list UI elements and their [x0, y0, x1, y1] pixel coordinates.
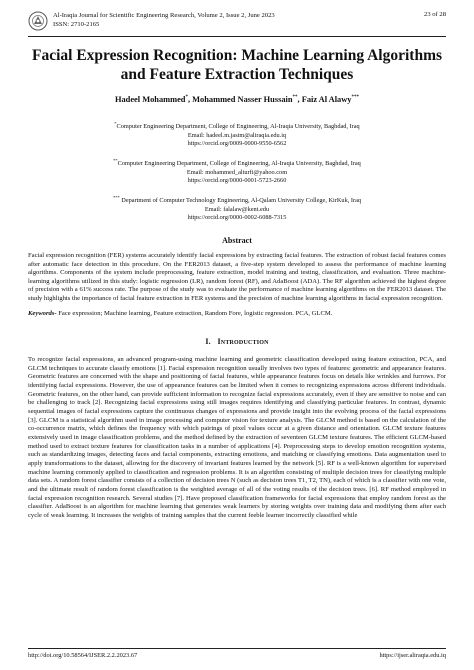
author-mark: ***	[351, 95, 359, 101]
doi-link[interactable]: http://doi.org/10.58564/IJSER.2.2.2023.67	[28, 652, 138, 659]
journal-logo-icon	[28, 10, 48, 32]
author-mark: *	[185, 95, 188, 101]
affiliation-dept: Department of Computer Technology Engineering, Al-Qalam University College, KirKuk, Iraq	[119, 197, 362, 205]
keywords-text: Face expression; Machine learning, Feature extraction, Random Fore, logistic regression. PCA, GLCM.	[56, 310, 333, 317]
page-number: 23 of 28	[424, 11, 446, 18]
author-list	[28, 95, 446, 104]
affiliation-orcid: https://orcid.org/0000-0001-5723-2660	[187, 177, 287, 185]
author-name: Faiz Al Alawy	[301, 95, 352, 104]
affiliation-mark: ***	[112, 195, 120, 200]
affiliation-mark: *	[114, 121, 117, 126]
affiliation-dept: Computer Engineering Department, College of Engineering, Al-Iraqia University, Baghdad, Iraq	[117, 160, 361, 168]
affiliation-mark: **	[113, 158, 118, 163]
affiliation-email: Email: mohammed_alturfi@yahoo.com	[186, 168, 288, 176]
abstract-heading: Abstract	[222, 236, 252, 245]
affiliation-orcid: https://orcid.org/0009-0000-9550-6562	[187, 140, 287, 148]
journal-name: Al-Iraqia Journal for Scientific Engineering Research, Volume 2, Issue 2, June 2023	[53, 12, 275, 19]
section-number: I.	[205, 337, 211, 346]
affiliation-orcid: https://orcid.org/0000-0002-6088-7315	[187, 214, 287, 222]
section-title: Introduction	[217, 337, 269, 346]
affiliation	[28, 194, 446, 223]
introduction-text: To recognize facial expressions, an advanced program-using machine learning and geometric classification developed using feature extraction, PCA, and GLCM techniques to accurate classify emotions [1]. Facial expression recognition usually involves two types of features: geometric and appearance features. Geometric features are concerned with the shape and positioning of facial features, while appearance features focus on details like wrinkles and furrows. For identifying facial expressions. However, the use of appearance features can be limited when it comes to recognizing expressions across different individuals. Geometric features, on the other hand, can provide sufficient information to recognize facial expressions accurately, even if they are sensitive to noise and can be challenging to track [2]. Recognizing facial expressions using still images requires identifying and classifying particular features. In contrast, dynamic sequential images of facial expressions capture the continuous changes of expressions and provide insight into the evolving process of the facial expressions [3]. GLCM is a statistical algorithm used in image processing and computer vision for texture analysis. The GLCM method is based on the calculation of the co-occurrence matrix, which defines the frequency with which pairings of pixel values occur at a given distance and orientation. GLCM texture features extensively used in image classification problems, and the method defined by the extraction of seventeen GLCM texture features. The efficient GLCM-based method used to extract texture features for classification tasks in a number of applications [4]. Preprocessing steps to develop emotion recognition systems, such as standardizing images, detecting faces and facial components, extracting emotions, and matching or classifying emotions. Data augmentation used to apply transformations to the dataset, allowing for the discovery of invariant features learned by the network [5]. RF is a well-known algorithm for supervised machine learning commonly applied to classification and regression problems. It is an algorithm consisting of multiple decision trees for classifying multiple data sets. A random forest classifier consists of a collection of decision trees N (such as decision trees T1, T2, TN), each of which is a classifier with one vote, and the ultimate result of random forest classification is the weighted average of all of the voting results of the decision trees. [6]. RF method employed in facial expression recognition research. Several studies [7]. Have proposed classification frameworks for facial expressions that employ random forest as the classifier. AdaBoost is an algorithm for machine learning that generates weak learners by storing weights over training data and modifying them after each cycle of weak learning. It increases the weights of training samples that the current feeble learner incorrectly classified while	[28, 356, 446, 519]
affiliation-dept: Computer Engineering Department, College of Engineering, Al-Iraqia University, Baghdad, Iraq	[116, 123, 360, 131]
paper-title: Facial Expression Recognition: Machine Learning Algorithms and Feature Extraction Techniques	[31, 47, 443, 83]
page-footer	[28, 648, 446, 662]
author-name: Hadeel Mohammed	[114, 95, 186, 104]
abstract-text: Facial expression recognition (FER) systems accurately identify facial expressions by extracting facial features. The extraction of robust facial features comes after automatic face detection in this procedure. On the FER2013 dataset, a five-step system developed to assess the performance of machine learning algorithms. Components of the system include preprocessing, feature extraction, model training and testing, classification, and evaluation. Three machine-learning algorithms utilized in this study: logistic regression (LR), random forest (RF), and AdaBoost (ADA). The RF algorithm achieved the highest degree of precision with a 61% success rate. The purpose of the study was to evaluate the performance of machine learning algorithms on the FER2013 dataset. The study highlights the importance of facial feature extraction in FER systems and the precision of machine learning algorithms in facial expression recognition.	[28, 252, 446, 302]
section-heading-introduction	[28, 337, 446, 346]
author-mark: **	[292, 95, 298, 101]
journal-url-link[interactable]: https://ijser.aliraqia.edu.iq	[379, 652, 446, 659]
affiliation-email: Email: falalaw@kent.edu	[204, 205, 270, 213]
running-header	[28, 10, 446, 37]
issn: ISSN: 2710-2165	[53, 21, 100, 28]
affiliation	[28, 157, 446, 186]
journal-info	[53, 11, 275, 29]
author-separator: ,	[297, 95, 302, 104]
affiliation-email: Email: hadeel.m.jasim@aliraqia.edu.iq	[187, 131, 287, 139]
author-separator: ,	[187, 95, 193, 104]
affiliation	[28, 120, 446, 149]
keywords-label: Keywords-	[28, 310, 57, 317]
keywords	[28, 310, 446, 319]
author-name: Mohammed Nasser Hussain	[192, 95, 293, 104]
